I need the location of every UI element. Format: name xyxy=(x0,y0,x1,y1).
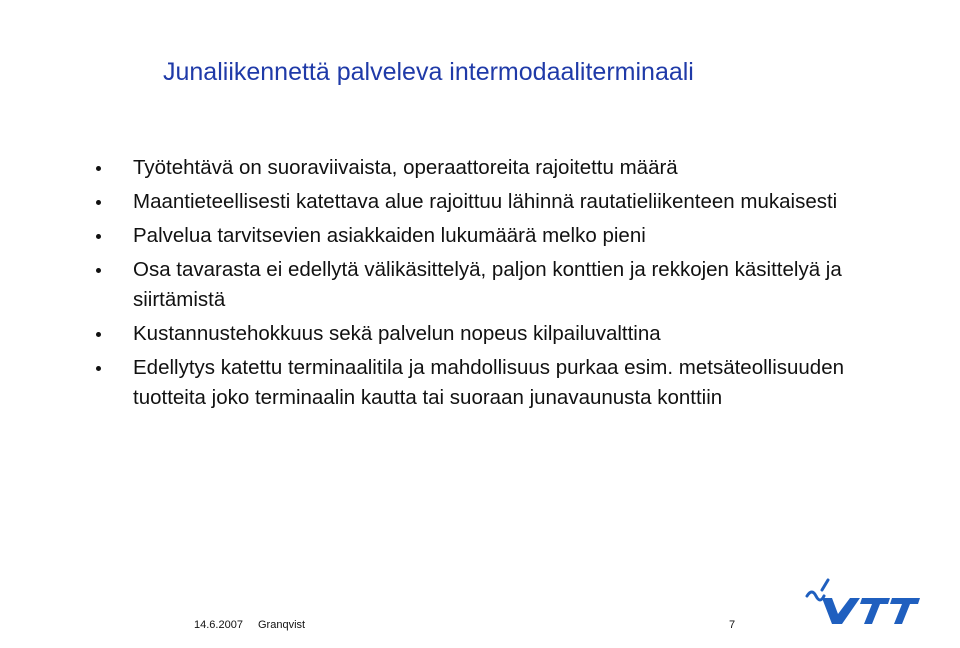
bullet-text: Kustannustehokkuus sekä palvelun nopeus kilpailuvalttina xyxy=(133,322,661,345)
bullet-icon xyxy=(96,332,101,337)
bullet-text: Työtehtävä on suoraviivaista, operaattoreita rajoitettu määrä xyxy=(133,156,678,179)
bullet-icon xyxy=(96,200,101,205)
bullet-text: Palvelua tarvitsevien asiakkaiden lukumäärä melko pieni xyxy=(133,224,646,247)
logo-letters-icon xyxy=(822,598,920,624)
vtt-logo-icon xyxy=(804,574,924,626)
bullet-icon xyxy=(96,234,101,239)
page-number: 7 xyxy=(729,619,736,631)
bullet-icon xyxy=(96,366,101,371)
footer-author: Granqvist xyxy=(258,619,306,631)
bullet-item xyxy=(96,319,856,349)
bullet-text: Maantieteellisesti katettava alue rajoittuu lähinnä rautatieliikenteen mukaisesti xyxy=(133,190,838,213)
bullet-list xyxy=(96,153,856,417)
bullet-text: Edellytys katettu terminaalitila ja mahdollisuus purkaa esim. metsäteollisuuden tuotteita joko terminaalin kautta tai suoraan junavaunusta konttiin xyxy=(133,356,845,409)
bullet-item xyxy=(96,187,856,217)
bullet-text: Osa tavarasta ei edellytä välikäsittelyä, paljon konttien ja rekkojen käsittelyä ja siirtämistä xyxy=(133,258,842,311)
bullet-item xyxy=(96,153,856,183)
bullet-icon xyxy=(96,166,101,171)
bullet-icon xyxy=(96,268,101,273)
footer-date: 14.6.2007 xyxy=(194,619,243,631)
slide-title: Junaliikennettä palveleva intermodaaliterminaali xyxy=(163,58,694,86)
bullet-item xyxy=(96,353,856,413)
logo-wave-icon xyxy=(807,580,828,600)
bullet-item xyxy=(96,221,856,251)
bullet-item xyxy=(96,255,856,315)
